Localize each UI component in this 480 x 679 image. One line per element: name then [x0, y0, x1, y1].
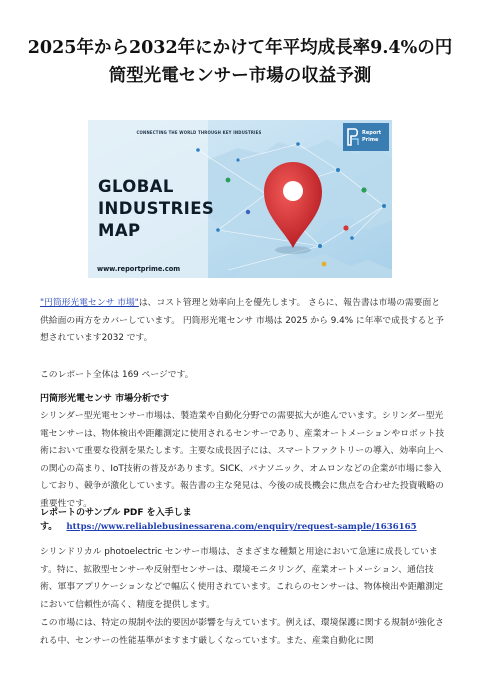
- pages-note: このレポート全体は 169 ページです。: [40, 370, 194, 380]
- types-paragraph: シリンドリカル photoelectric センサー市場は、さまざまな種類と用途において急速に成長しています。特に、拡散型センサーや反射型センサーは、環境モニタリング、産業オートメーション、通信技術、軍事アプリケーションなどで幅広く使用されています。これらのセンサーは、物体検出や距離測定において信頼性が高く、精度を提供します。: [40, 547, 444, 610]
- banner-headline-line-1: GLOBAL: [98, 177, 174, 196]
- banner-headline-line-2: INDUSTRIES: [98, 199, 215, 218]
- report-prime-logo: [343, 123, 389, 151]
- sample-heading: [40, 506, 445, 534]
- report-prime-logo-text: Report Prime: [362, 130, 382, 143]
- banner-url: www.reportprime.com: [97, 265, 181, 273]
- regulation-paragraph: この市場には、特定の規制や法的要因が影響を与えています。例えば、環境保護に関する規制が強化される中、センサーの性能基準がますます厳しくなっています。また、産業自動化に関: [40, 618, 444, 646]
- sample-heading-line-1: レポートのサンプル PDF を入手しま: [40, 508, 192, 518]
- banner-tagline: CONNECTING THE WORLD THROUGH KEY INDUSTRIES: [136, 131, 262, 136]
- banner-image: [88, 120, 392, 278]
- analysis-heading: 円筒形光電センサ 市場分析です: [40, 394, 170, 404]
- banner-headline: [98, 176, 214, 242]
- report-prime-logo-icon: [347, 128, 359, 146]
- intro-paragraph: [40, 295, 445, 348]
- page-title: 2025年から2032年にかけて年平均成長率9.4%の円筒型光電センサー市場の収益予測: [27, 38, 453, 86]
- banner-headline-line-3: MAP: [98, 221, 141, 240]
- analysis-paragraph: シリンダー型光電センサー市場は、製造業や自動化分野での需要拡大が進んでいます。シリンダー型光電センサーは、物体検出や距離測定に使用されるセンサーであり、産業オートメーションやロボット技術において重要な役割を果たします。主要な成長因子には、スマートファクトリーの導入、効率向上への関心の高まり、IoT技術の普及があります。SICK、パナソニック、オムロンなどの企業が市場に参入しており、競争が激化しています。報告書の主な発見は、今後の成長機会に焦点を合わせた投資戦略の重要性です。: [40, 411, 445, 509]
- sample-request-link[interactable]: https://www.reliablebusinessarena.com/enquiry/request-sample/1636165: [66, 522, 417, 532]
- intro-text: は、コスト管理と効率向上を優先します。 さらに、報告書は市場の需要面と供給面の両方をカバーしています。 円筒形光電センサ 市場は 2025 から 9.4% に年率で成長すると予想されています2032 です。: [40, 298, 444, 343]
- sample-heading-line-2: す。: [40, 522, 58, 532]
- market-link[interactable]: "円筒形光電センサ 市場": [40, 298, 139, 308]
